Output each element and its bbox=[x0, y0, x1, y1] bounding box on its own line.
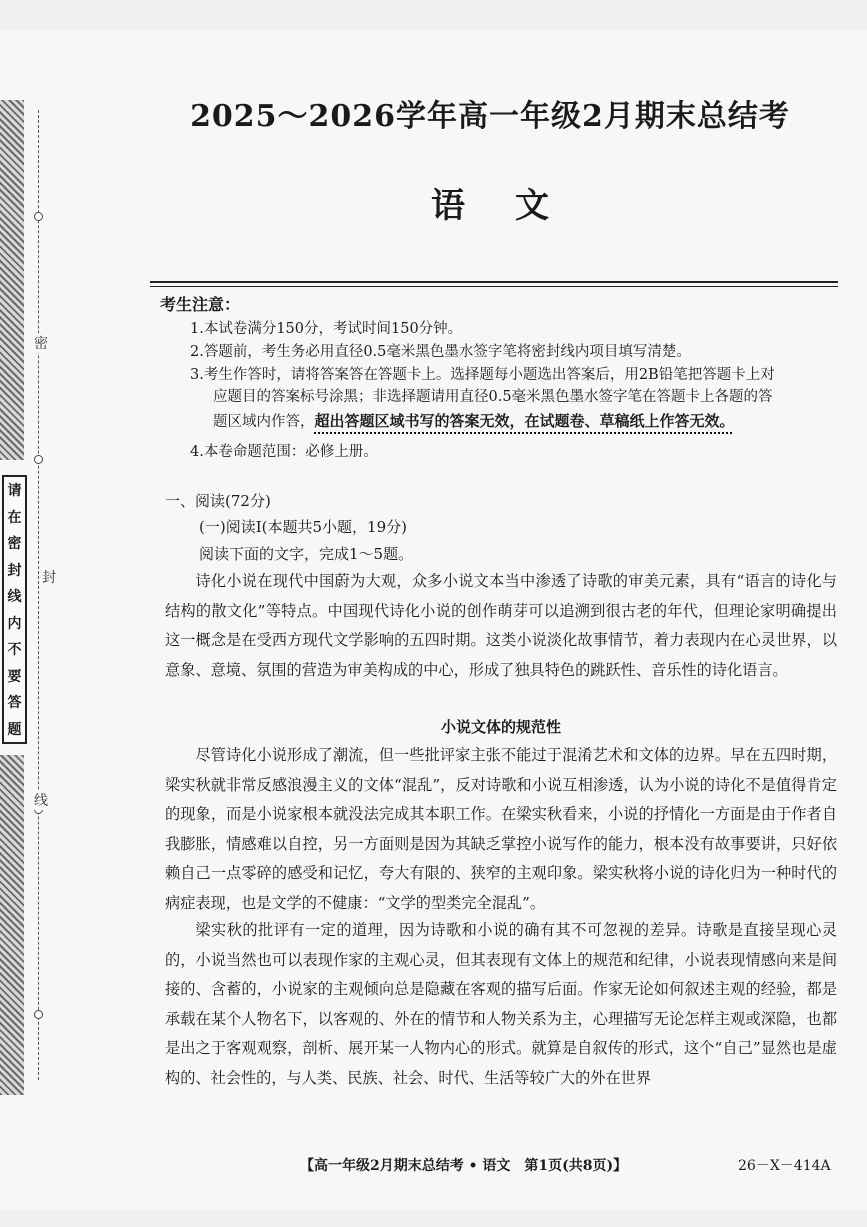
seal-dot bbox=[34, 455, 43, 464]
header-rule bbox=[150, 281, 838, 283]
binding-char: 封 bbox=[7, 562, 22, 579]
notice-item: 4.本卷命题范围：必修上册。 bbox=[190, 444, 378, 460]
notice-item: 3.考生作答时，请将答案答在答题卡上。选择题每小题选出答案后，用2B铅笔把答题卡上对 bbox=[190, 367, 775, 383]
section-heading: 一、阅读(72分) bbox=[165, 492, 271, 510]
reading-instruction: 阅读下面的文字，完成1～5题。 bbox=[199, 545, 414, 563]
binding-char: 不 bbox=[7, 642, 22, 659]
notice-plain-text: 题区域内作答， bbox=[213, 414, 315, 430]
notice-emphasis-text: 超出答题区域书写的答案无效，在试题卷、草稿纸上作答无效。 bbox=[314, 412, 735, 430]
binding-char: 请 bbox=[7, 483, 22, 500]
seal-char: 封 bbox=[42, 567, 56, 587]
binding-hatch-bottom bbox=[0, 755, 24, 1095]
essay-title: 小说文体的规范性 bbox=[440, 718, 561, 736]
seal-char: 密 bbox=[34, 333, 48, 353]
binding-char: 答 bbox=[7, 695, 22, 712]
binding-hatch-top bbox=[0, 100, 24, 460]
subsection-heading: (一)阅读Ⅰ(本题共5小题，19分) bbox=[199, 518, 407, 536]
notice-title: 考生注意： bbox=[160, 295, 241, 314]
paper-code: 26－X－414A bbox=[738, 1158, 831, 1174]
seal-dot bbox=[34, 212, 43, 221]
notice-item: 1.本试卷满分150分，考试时间150分钟。 bbox=[190, 321, 463, 337]
binding-char: 线 bbox=[7, 589, 22, 606]
exam-title: 2025～2026学年高一年级2月期末总结考 bbox=[190, 99, 790, 134]
seal-char: 线 bbox=[34, 790, 48, 810]
subject-title: 语文 bbox=[431, 186, 599, 226]
binding-char: 题 bbox=[7, 721, 22, 738]
binding-notice-box bbox=[2, 475, 27, 744]
binding-char: 内 bbox=[7, 615, 22, 632]
notice-item: 2.答题前，考生务必用直径0.5毫米黑色墨水签字笔将密封线内项目填写清楚。 bbox=[190, 344, 691, 360]
passage-paragraph: 梁实秋的批评有一定的道理，因为诗歌和小说的确有其不可忽视的差异。诗歌是直接呈现心灵的，小说当然也可以表现作家的主观心灵，但其表现有文体上的规范和纪律，小说表现情感向来是间接的、含蓄的，小说家的主观倾向总是隐藏在客观的描写后面。作家无论如何叙述主观的经验，都是承载在某个人物名下，以客观的、外在的情节和人物关系为主，心理描写无论怎样主观或深隐，也都是出之于客观观察，剖析、展开某一人物内心的形式。就算是自叙传的形式，这个“自己”显然也是虚构的、社会性的，与人类、民族、社会、时代、生活等较广大的外在世界 bbox=[165, 921, 837, 1087]
seal-dot bbox=[34, 1010, 43, 1019]
notice-item-continued bbox=[213, 410, 828, 433]
page-footer: 【高一年级2月期末总结考 • 语文 第1页(共8页)】 bbox=[300, 1158, 628, 1174]
binding-char: 要 bbox=[7, 668, 22, 685]
binding-char: 密 bbox=[7, 536, 22, 553]
binding-char: 在 bbox=[7, 509, 22, 526]
passage-paragraph: 尽管诗化小说形成了潮流，但一些批评家主张不能过于混淆艺术和文体的边界。早在五四时期，梁实秋就非常反感浪漫主义的文体“混乱”，反对诗歌和小说互相渗透，认为小说的诗化不是值得肯定的现象，而是小说家根本就没法完成其本职工作。在梁实秋看来，小说的抒情化一方面是由于作者自我膨胀，情感难以自控，另一方面则是因为其缺乏掌控小说写作的能力，根本没有故事要讲，只好依赖自己一点零碎的感受和记忆，夸大有限的、狭窄的主观印象。梁实秋将小说的诗化归为一种时代的病症表现，也是文学的不健康：“文学的型类完全混乱”。 bbox=[165, 746, 837, 912]
seal-line bbox=[38, 110, 39, 1080]
passage-intro: 诗化小说在现代中国蔚为大观，众多小说文本当中渗透了诗歌的审美元素，具有“语言的诗化与结构的散文化”等特点。中国现代诗化小说的创作萌芽可以追溯到很古老的年代，但理论家明确提出这一概念是在受西方现代文学影响的五四时期。这类小说淡化故事情节，着力表现内在心灵世界，以意象、意境、氛围的营造为审美构成的中心，形成了独具特色的跳跃性、音乐性的诗化语言。 bbox=[165, 572, 837, 679]
notice-item-continued: 应题目的答案标号涂黑；非选择题请用直径0.5毫米黑色墨水签字笔在答题卡上各题的答 bbox=[213, 389, 773, 405]
header-rule bbox=[150, 286, 838, 287]
